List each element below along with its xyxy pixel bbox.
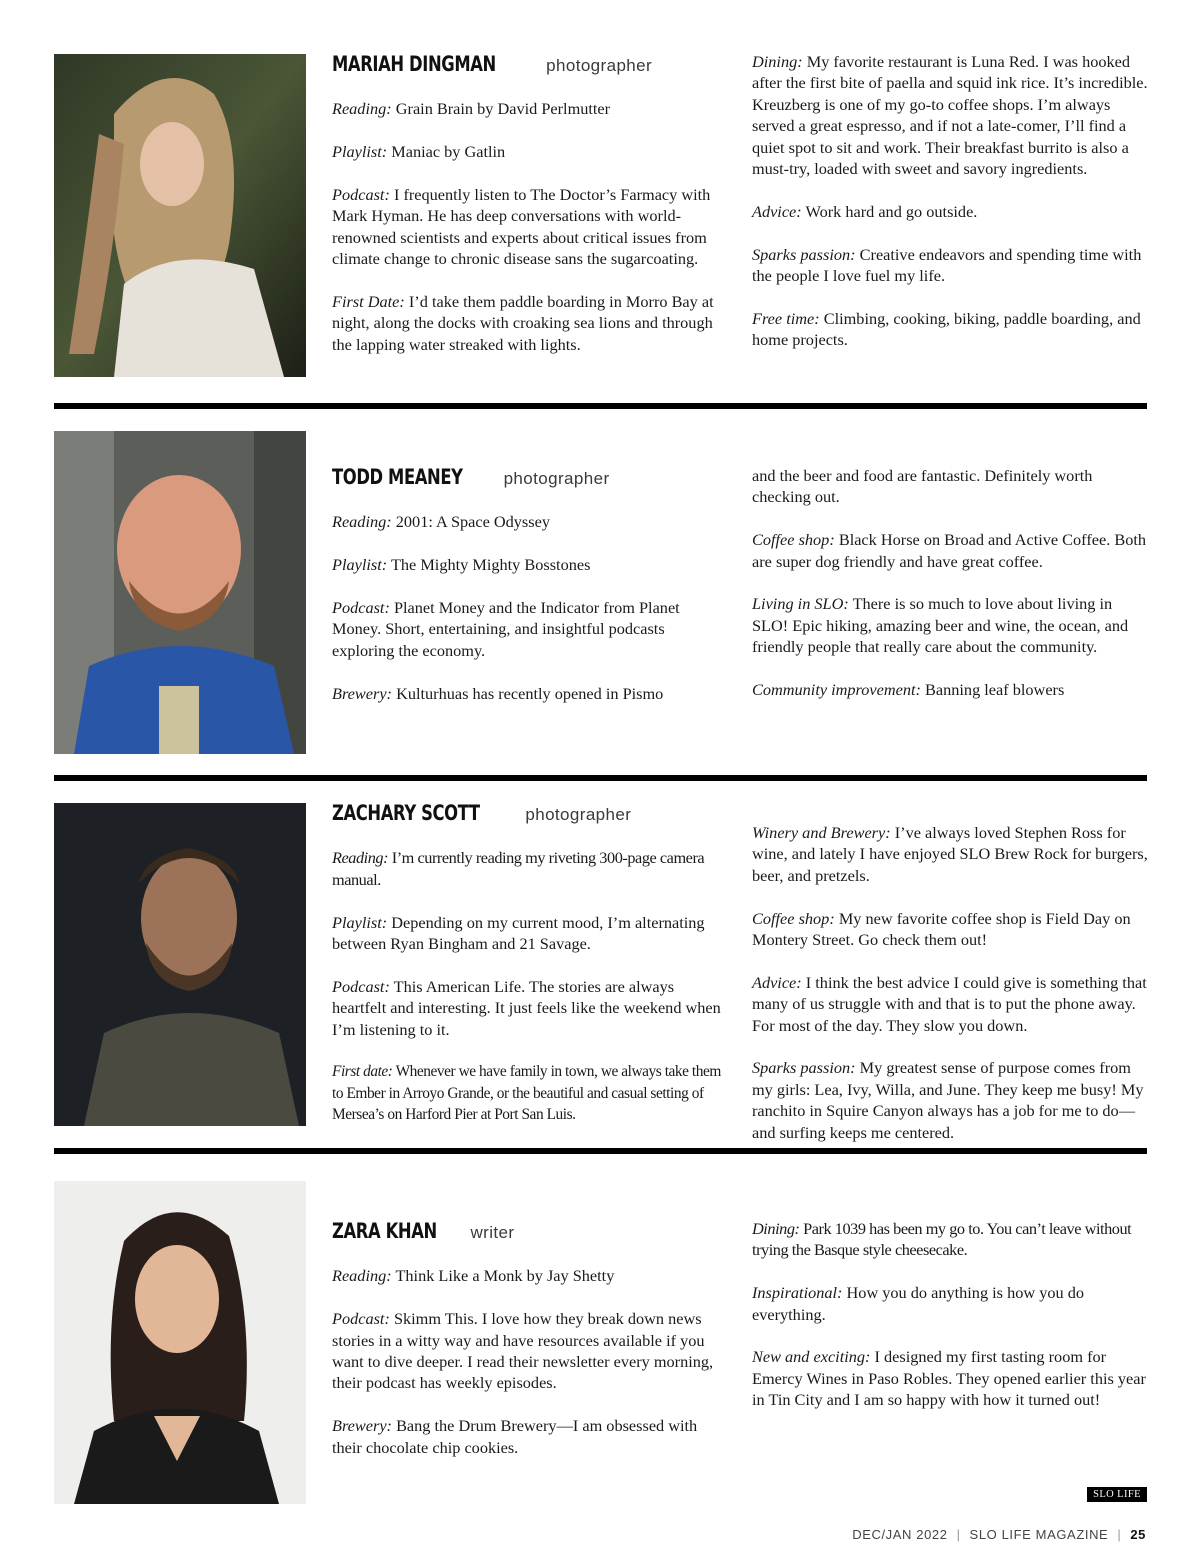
qa-item — [332, 1265, 722, 1286]
qa-item — [752, 201, 1152, 222]
name-line — [332, 803, 722, 825]
qa-label: Podcast: — [332, 598, 390, 617]
qa-item — [332, 184, 722, 270]
qa-answer: Bang the Drum Brewery—I am obsessed with their chocolate chip cookies. — [332, 1416, 698, 1457]
qa-item — [332, 683, 722, 704]
profile-3-column-2 — [752, 822, 1152, 1143]
section-divider — [54, 775, 1147, 781]
qa-label: Playlist: — [332, 912, 388, 932]
portrait-photo — [54, 54, 306, 377]
qa-answer: I’ve always loved Stephen Ross for wine, and lately I have enjoyed SLO Brew Rock for burgers, beer, and pretzels. — [752, 823, 1148, 885]
qa-answer: Work hard and go outside. — [805, 201, 978, 221]
qa-label: Reading: — [332, 848, 389, 868]
name-line — [332, 467, 722, 489]
qa-item — [752, 822, 1152, 886]
qa-label: Brewery: — [332, 683, 392, 703]
qa-answer: I frequently listen to The Doctor’s Farmacy with Mark Hyman. He has deep conversations with world-renowned scientists and experts about critical issues from climate change to chronic disease sans the sugarcoating. — [332, 185, 711, 269]
qa-answer: The Mighty Mighty Bosstones — [390, 555, 591, 575]
qa-item — [332, 511, 722, 532]
qa-answer: There is so much to love about living in SLO! Epic hiking, amazing beer and wine, the ocean, and friendly people that really care about the community. — [752, 594, 1129, 657]
qa-label: Winery and Brewery: — [752, 823, 891, 842]
person-role: photographer — [525, 805, 632, 824]
page-number: 25 — [1130, 1527, 1146, 1542]
qa-answer: I’m currently reading my riveting 300-page camera manual. — [332, 848, 705, 889]
qa-label: Inspirational: — [752, 1283, 843, 1303]
qa-item — [332, 912, 722, 955]
qa-answer: I think the best advice I could give is something that many of us struggle with and that is to put the phone away. For most of the day. They slow you down. — [752, 972, 1147, 1035]
name-line — [332, 54, 722, 76]
qa-answer: Skimm This. I love how they break down news stories in a witty way and have resources available if you want to dive deeper. I read their newsletter every morning, their podcast has weekly episodes. — [332, 1309, 714, 1393]
section-divider — [54, 403, 1147, 409]
magazine-logo: SLO LIFE — [1087, 1487, 1147, 1502]
qa-answer: How you do anything is how you do everything. — [752, 1283, 1084, 1324]
qa-label: Living in SLO: — [752, 594, 849, 614]
portrait-photo — [54, 803, 306, 1126]
qa-item — [752, 1346, 1152, 1410]
person-name: ZACHARY SCOTT — [332, 801, 480, 825]
qa-item — [752, 244, 1152, 287]
qa-label: Podcast: — [332, 976, 390, 996]
qa-item — [332, 976, 722, 1040]
qa-label: Coffee shop: — [752, 908, 835, 928]
qa-label: Podcast: — [332, 1309, 390, 1329]
qa-item — [332, 98, 722, 119]
qa-label: Podcast: — [332, 185, 390, 204]
portrait-photo — [54, 1181, 306, 1504]
qa-item — [332, 141, 722, 162]
profile-3-column-1 — [332, 803, 722, 1126]
profile-4-column-1 — [332, 1221, 722, 1458]
qa-label: Reading: — [332, 1266, 392, 1286]
footer-separator: | — [956, 1527, 961, 1542]
qa-item — [752, 308, 1152, 351]
person-name: ZARA KHAN — [332, 1219, 437, 1243]
qa-label: Sparks passion: — [752, 1058, 856, 1078]
magazine-name: SLO LIFE MAGAZINE — [969, 1527, 1109, 1542]
qa-answer: My new favorite coffee shop is Field Day on Montery Street. Go check them out! — [752, 908, 1131, 950]
qa-item — [752, 679, 1152, 700]
qa-item — [332, 1061, 722, 1125]
qa-answer: Banning leaf blowers — [925, 680, 1065, 700]
qa-answer: 2001: A Space Odyssey — [395, 512, 550, 532]
qa-answer: Black Horse on Broad and Active Coffee. Both are super dog friendly and have great coffee. — [752, 530, 1146, 571]
qa-answer: Think Like a Monk by Jay Shetty — [395, 1266, 615, 1286]
qa-label: Playlist: — [332, 142, 388, 162]
section-divider — [54, 1148, 1147, 1154]
footer-separator: | — [1117, 1527, 1122, 1542]
person-name: MARIAH DINGMAN — [332, 52, 496, 76]
qa-item — [752, 1057, 1152, 1143]
qa-label: Dining: — [752, 52, 803, 71]
qa-answer: Park 1039 has been my go to. You can’t leave without trying the Basque style cheesecake. — [752, 1219, 1132, 1260]
name-line — [332, 1221, 722, 1243]
portrait-photo — [54, 431, 306, 754]
qa-label: Advice: — [752, 972, 802, 992]
qa-answer: I designed my first tasting room for Emercy Wines in Paso Robles. They opened earlier this year in Tin City and I am so happy with how it turned out! — [752, 1347, 1146, 1410]
qa-answer: Maniac by Gatlin — [391, 142, 506, 162]
qa-item — [332, 1415, 722, 1458]
qa-item — [332, 291, 722, 355]
person-role: writer — [470, 1223, 515, 1242]
profile-1-column-1 — [332, 54, 722, 355]
qa-answer: My favorite restaurant is Luna Red. I was hooked after the first bite of paella and squid ink rice. It’s incredible. Kreuzberg is one of my go-to coffee shops. I’m always served a great espresso, and if not a late-comer, I’ll find a quiet spot to sit and work. Their breakfast burrito is also a must-try, loaded with sweet and savory ingredients. — [752, 52, 1148, 179]
qa-label: Sparks passion: — [752, 244, 856, 264]
person-role: photographer — [503, 469, 610, 488]
qa-label: Dining: — [752, 1219, 800, 1238]
qa-label: Community improvement: — [752, 680, 921, 700]
qa-answer: This American Life. The stories are always heartfelt and interesting. It just feels like the weekend when I’m listening to it. — [332, 976, 721, 1039]
qa-answer: My greatest sense of purpose comes from my girls: Lea, Ivy, Willa, and June. They keep me busy! My ranchito in Squire Canyon always has a job for me to do—and surfing keeps me centered. — [752, 1058, 1144, 1142]
qa-label: First date: — [332, 1063, 393, 1081]
qa-item — [332, 1308, 722, 1394]
qa-label: First Date: — [332, 292, 405, 312]
profile-2-column-1 — [332, 467, 722, 704]
profile-4-column-2 — [752, 1218, 1152, 1411]
qa-answer: Climbing, cooking, biking, paddle boarding, and home projects. — [752, 308, 1141, 350]
qa-item — [752, 529, 1152, 572]
qa-item — [752, 908, 1152, 951]
qa-label: Brewery: — [332, 1416, 392, 1436]
qa-answer: Whenever we have family in town, we always take them to Ember in Arroyo Grande, or the beautiful and casual setting of Mersea’s on Harford Pier at Port San Luis. — [332, 1063, 721, 1124]
qa-item — [332, 554, 722, 575]
qa-item — [752, 593, 1152, 657]
person-name: TODD MEANEY — [332, 465, 463, 489]
qa-answer: Depending on my current mood, I’m alternating between Ryan Bingham and 21 Savage. — [332, 912, 705, 954]
qa-item — [752, 1282, 1152, 1325]
person-role: photographer — [546, 56, 653, 75]
qa-label: Free time: — [752, 308, 820, 328]
qa-item — [752, 51, 1152, 179]
profile-1-column-2 — [752, 51, 1152, 351]
qa-label: Coffee shop: — [752, 530, 835, 550]
continued-text: and the beer and food are fantastic. Definitely worth checking out. — [752, 466, 1093, 507]
qa-label: Reading: — [332, 512, 392, 532]
qa-label: New and exciting: — [752, 1347, 871, 1367]
qa-answer: Grain Brain by David Perlmutter — [395, 99, 611, 119]
qa-answer: I’d take them paddle boarding in Morro Bay at night, along the docks with croaking sea lions and through the lapping water streaked with lights. — [332, 292, 714, 354]
qa-label: Reading: — [332, 99, 392, 119]
qa-answer: Creative endeavors and spending time with the people I love fuel my life. — [752, 244, 1142, 286]
qa-item — [752, 972, 1152, 1036]
qa-answer: Kulturhuas has recently opened in Pismo — [396, 683, 664, 703]
qa-label: Advice: — [752, 201, 802, 221]
page-footer — [852, 1527, 1146, 1542]
qa-item — [332, 597, 722, 661]
profile-2-column-2 — [752, 465, 1152, 700]
qa-answer: Planet Money and the Indicator from Planet Money. Short, entertaining, and insightful podcasts exploring the economy. — [332, 598, 680, 660]
qa-label: Playlist: — [332, 555, 388, 575]
qa-item — [332, 847, 722, 890]
issue-date: DEC/JAN 2022 — [852, 1527, 948, 1542]
qa-item — [752, 1218, 1152, 1261]
